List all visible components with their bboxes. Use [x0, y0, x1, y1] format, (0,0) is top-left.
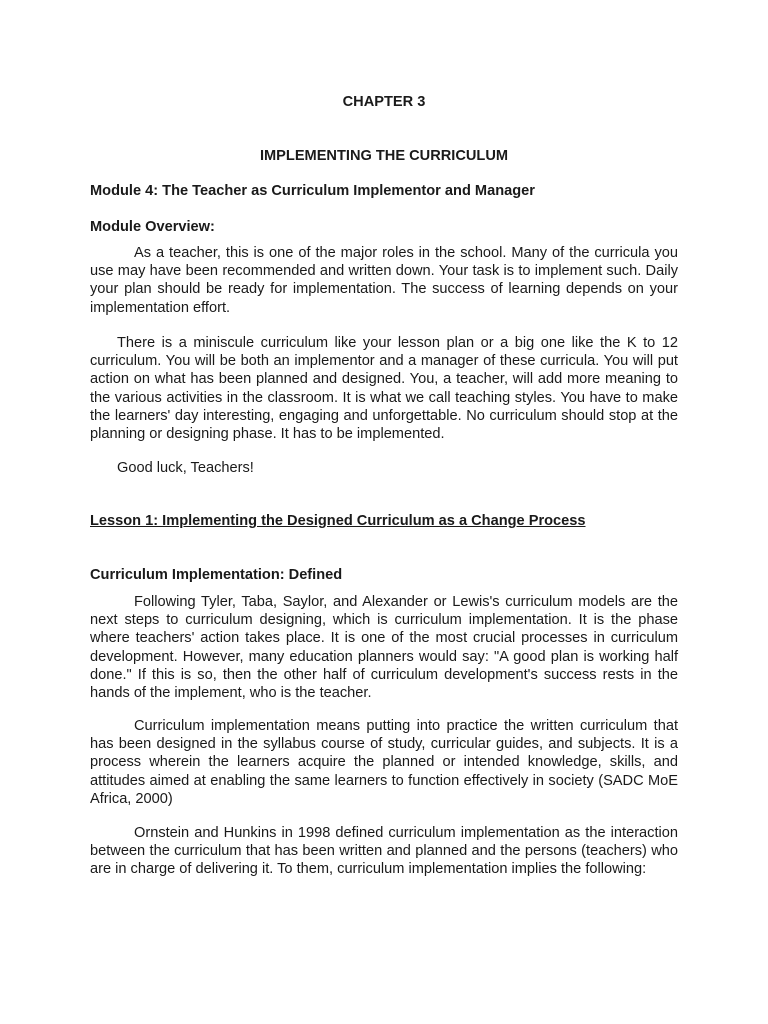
definition-paragraph-1: Following Tyler, Taba, Saylor, and Alexander or Lewis's curriculum models are the next steps to curriculum designing, which is curriculum implementation. It is the phase where teachers' action takes place. It is one of the most crucial processes in curriculum development. However, many education planners would say: "A good plan is working half done." If this is so, then the other half of curriculum development's success rests in the hands of the implement, who is the teacher.	[90, 594, 678, 702]
closing-greeting: Good luck, Teachers!	[117, 460, 254, 476]
overview-paragraph-1: As a teacher, this is one of the major roles in the school. Many of the curricula you use may have been recommended and written down. Your task is to implement such. Daily your plan should be ready for implementation. The success of learning depends on your implementation effort.	[90, 245, 678, 316]
definition-paragraph-3: Ornstein and Hunkins in 1998 defined curriculum implementation as the interaction between the curriculum that has been written and planned and the persons (teachers) who are in charge of delivering it. To them, curriculum implementation implies the following:	[90, 825, 678, 878]
definition-paragraph-2: Curriculum implementation means putting into practice the written curriculum that has been designed in the syllabus course of study, curricular guides, and subjects. It is a process wherein the learners acquire the planned or intended knowledge, skills, and attitudes aimed at enabling the same learners to function effectively in society (SADC MoE Africa, 2000)	[90, 718, 678, 807]
chapter-number: CHAPTER 3	[342, 94, 426, 110]
chapter-title: IMPLEMENTING THE CURRICULUM	[259, 148, 509, 164]
module-heading: Module 4: The Teacher as Curriculum Implementor and Manager	[90, 183, 535, 199]
module-overview-heading: Module Overview:	[90, 219, 215, 235]
section-heading: Curriculum Implementation: Defined	[90, 567, 343, 583]
overview-paragraph-2: There is a miniscule curriculum like your lesson plan or a big one like the K to 12 curriculum. You will be both an implementor and a manager of these curricula. You will put action on what has been planned and designed. You, a teacher, will add more meaning to the various activities in the classroom. It is what we call teaching styles. You have to make the learners' day interesting, engaging and unforgettable. No curriculum should stop at the planning or designing phase. It has to be implemented.	[90, 335, 678, 443]
lesson-heading: Lesson 1: Implementing the Designed Curriculum as a Change Process	[90, 513, 586, 529]
